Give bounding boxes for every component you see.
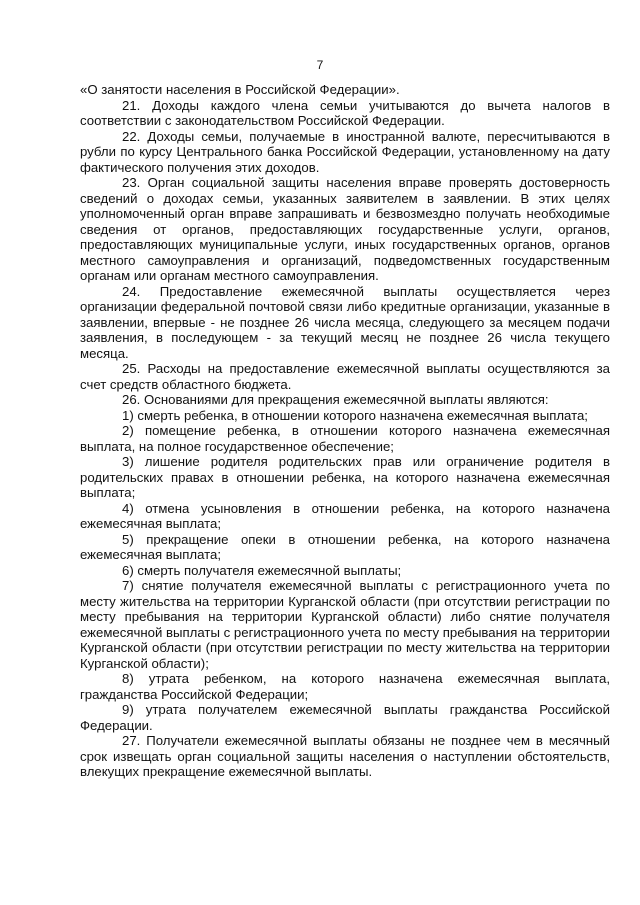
continuation-paragraph: «О занятости населения в Российской Федерации».	[80, 82, 400, 97]
ground-item-5: 5) прекращение опеки в отношении ребенка, на которого назначена ежемесячная выплата;	[80, 531, 610, 562]
paragraph-21: 21. Доходы каждого члена семьи учитываются до вычета налогов в соответствии с законодательством Российской Федерации.	[80, 97, 610, 128]
paragraph-27: 27. Получатели ежемесячной выплаты обязаны не позднее чем в месячный срок извещать орган социальной защиты населения о наступлении обстоятельств, влекущих прекращение ежемесячной выплаты.	[80, 733, 610, 779]
ground-item-6: 6) смерть получателя ежемесячной выплаты;	[122, 562, 402, 578]
ground-item-1: 1) смерть ребенка, в отношении которого назначена ежемесячная выплата;	[122, 407, 588, 423]
ground-item-9: 9) утрата получателем ежемесячной выплаты гражданства Российской Федерации.	[80, 702, 610, 733]
paragraph-26: 26. Основаниями для прекращения ежемесячной выплаты являются:	[122, 392, 549, 407]
ground-item-4: 4) отмена усыновления в отношении ребенка, на которого назначена ежемесячная выплата;	[80, 500, 610, 531]
document-body	[80, 82, 610, 780]
paragraph-24: 24. Предоставление ежемесячной выплаты осуществляется через организации федеральной почтовой связи либо кредитные организации, указанные в заявлении, впервые - не позднее 26 числа месяца, следующего за месяцем подачи заявления, в последующем - за текущий месяц не позднее 26 числа текущего месяца.	[80, 283, 610, 361]
page-number: 7	[316, 58, 324, 72]
paragraph-23: 23. Орган социальной защиты населения вправе проверять достоверность сведений о доходах семьи, указанных заявителем в заявлении. В этих целях уполномоченный орган вправе запрашивать и безвозмездно получать необходимые сведения от органов, предоставляющих государственные услуги, органов, предоставляющих муниципальные услуги, иных государственных органов, органов местного самоуправления и организаций, подведомственных государственным органам или органам местного самоуправления.	[80, 175, 610, 283]
paragraph-25: 25. Расходы на предоставление ежемесячной выплаты осуществляются за счет средств областного бюджета.	[80, 361, 610, 392]
ground-item-7: 7) снятие получателя ежемесячной выплаты с регистрационного учета по месту жительства на территории Курганской области (при отсутствии регистрации по месту пребывания на территории Курганской области) либо снятие получателя ежемесячной выплаты с регистрационного учета по месту пребывания на территории Курганской области (при отсутствии регистрации по месту жительства на территории Курганской области);	[80, 578, 610, 671]
ground-item-3: 3) лишение родителя родительских прав или ограничение родителя в родительских правах в отношении ребенка, на которого назначена ежемесячная выплата;	[80, 454, 610, 500]
ground-item-2: 2) помещение ребенка, в отношении которого назначена ежемесячная выплата, на полное государственное обеспечение;	[80, 423, 610, 454]
ground-item-8: 8) утрата ребенком, на которого назначена ежемесячная выплата, гражданства Российской Федерации;	[80, 671, 610, 702]
paragraph-22: 22. Доходы семьи, получаемые в иностранной валюте, пересчитываются в рубли по курсу Центрального банка Российской Федерации, установленному на дату фактического получения этих доходов.	[80, 128, 610, 175]
